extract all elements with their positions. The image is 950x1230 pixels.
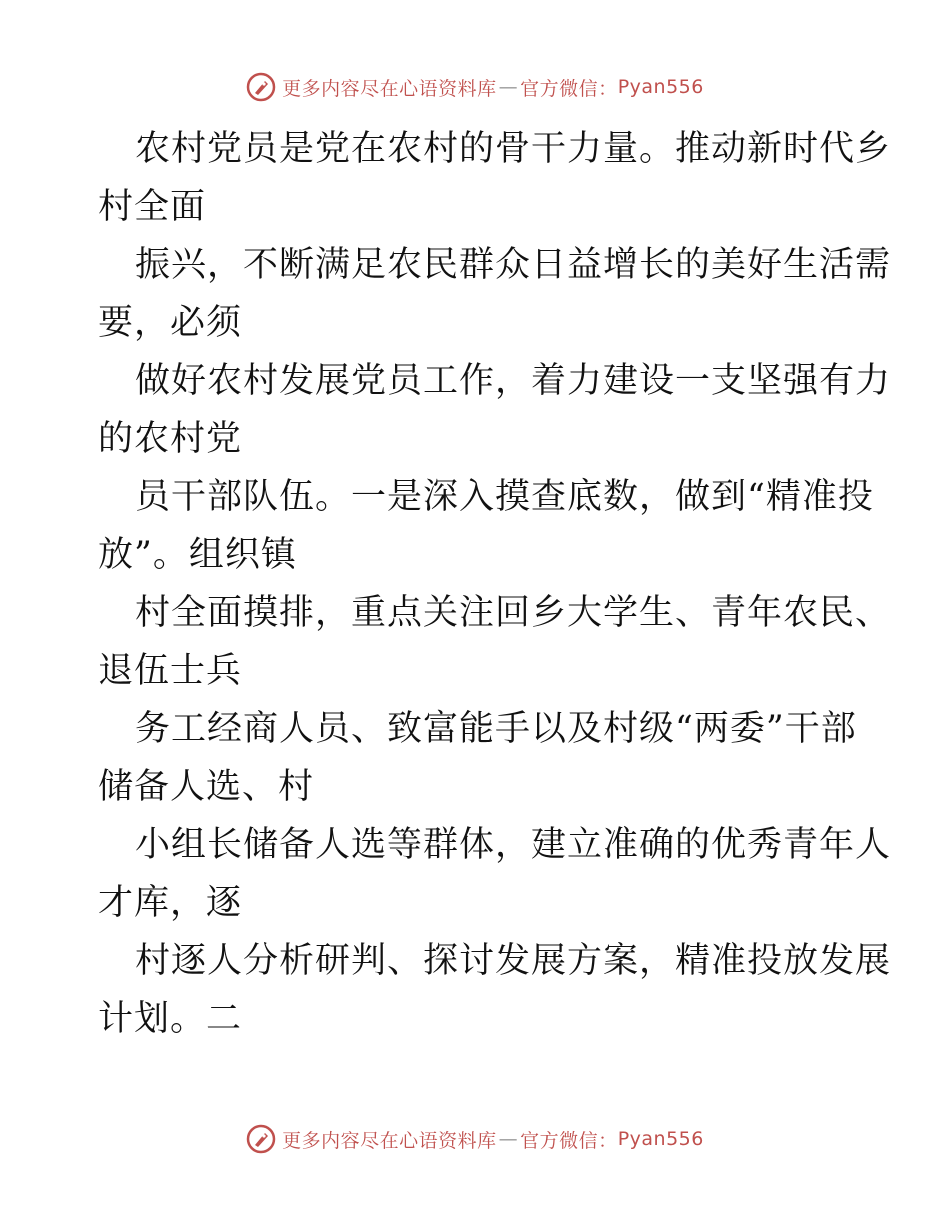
- paragraph-line: 要，必须: [98, 303, 243, 343]
- paragraph-line: 村逐人分析研判、探讨发展方案，精准投放发展: [135, 941, 892, 981]
- paragraph-line: 退伍士兵: [98, 651, 243, 691]
- paragraph-line: 计划。二: [98, 999, 243, 1039]
- paragraph-8: [98, 932, 892, 1048]
- paragraph-line: 做好农村发展党员工作，着力建设一支坚强有力: [135, 361, 892, 401]
- footer-wechat-id: Pyan556: [617, 1128, 704, 1150]
- paragraph-line: 村全面摸排，重点关注回乡大学生、青年农民、: [135, 593, 892, 633]
- header-separator: —: [498, 76, 519, 98]
- paragraph-2: [98, 236, 892, 352]
- footer-separator: —: [498, 1128, 519, 1150]
- header-brand-text: 更多内容尽在心语资料库: [282, 77, 497, 100]
- pen-nib-circle-icon: [246, 1124, 276, 1154]
- paragraph-4: [98, 468, 874, 584]
- paragraph-line: 员干部队伍。一是深入摸查底数，做到“精准投: [135, 477, 874, 517]
- paragraph-line: 村全面: [98, 187, 207, 227]
- header-banner: [0, 72, 950, 102]
- paragraph-line: 的农村党: [98, 419, 243, 459]
- paragraph-5: [98, 584, 892, 700]
- paragraph-7: [98, 816, 892, 932]
- paragraph-line: 务工经商人员、致富能手以及村级“两委”干部: [135, 709, 857, 749]
- header-wechat-id: Pyan556: [617, 76, 704, 98]
- footer-banner: [0, 1124, 950, 1154]
- paragraph-1: [98, 120, 892, 236]
- paragraph-6: [98, 700, 858, 816]
- paragraph-line: 振兴，不断满足农民群众日益增长的美好生活需: [135, 245, 892, 285]
- paragraph-line: 农村党员是党在农村的骨干力量。推动新时代乡: [135, 129, 892, 169]
- paragraph-line: 放”。组织镇: [98, 535, 297, 575]
- paragraph-line: 才库，逐: [98, 883, 243, 923]
- document-body: [98, 120, 892, 1048]
- header-wechat-label: 官方微信：: [520, 77, 618, 100]
- footer-wechat-label: 官方微信：: [520, 1129, 618, 1152]
- paragraph-3: [98, 352, 892, 468]
- paragraph-line: 储备人选、村: [98, 767, 315, 807]
- footer-brand-text: 更多内容尽在心语资料库: [282, 1129, 497, 1152]
- paragraph-line: 小组长储备人选等群体，建立准确的优秀青年人: [135, 825, 892, 865]
- pen-nib-circle-icon: [246, 72, 276, 102]
